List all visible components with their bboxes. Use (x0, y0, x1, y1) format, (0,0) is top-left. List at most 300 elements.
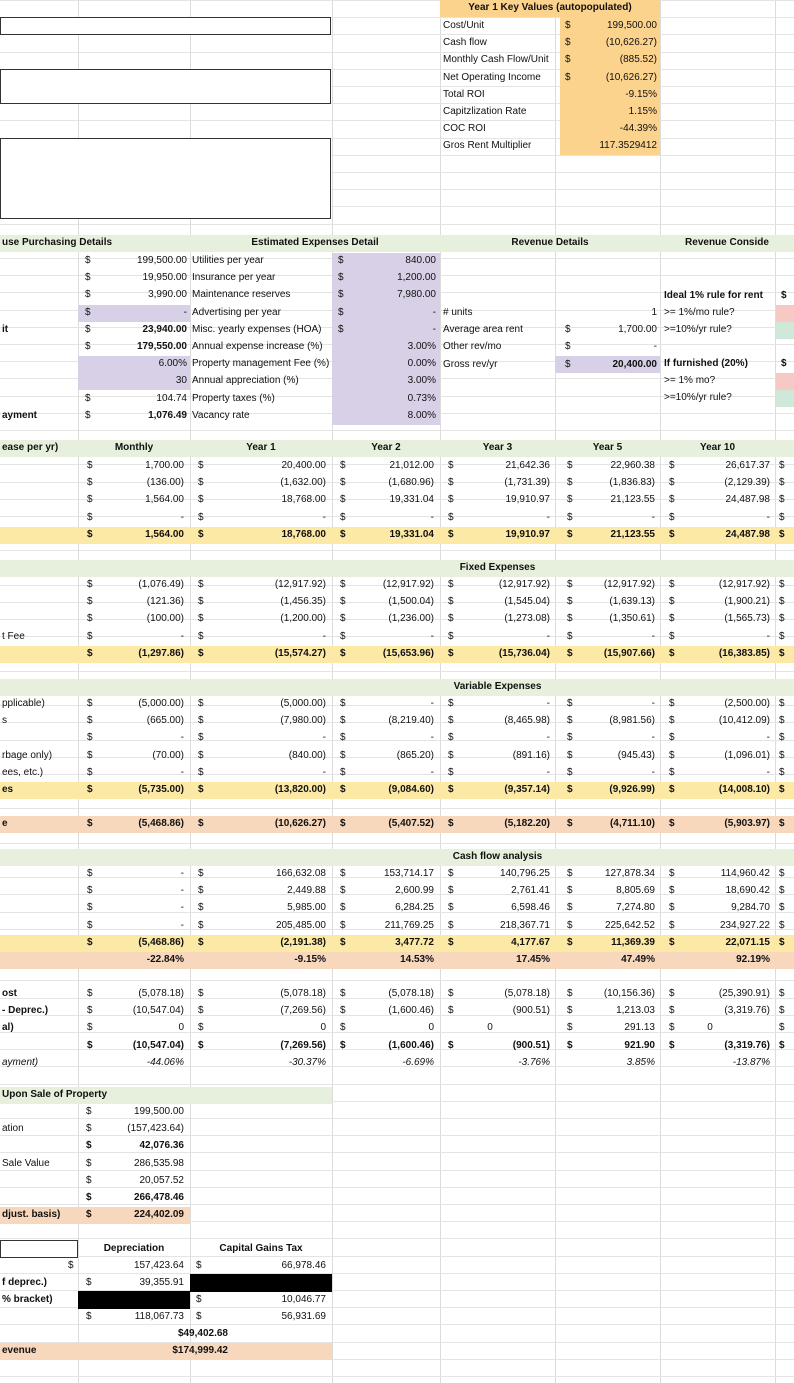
variable-value: - (766, 766, 770, 778)
currency-symbol: $ (567, 698, 573, 709)
currency-symbol: $ (85, 323, 91, 335)
currency-symbol: $ (669, 715, 675, 727)
sale-label: Sale Value (2, 1157, 50, 1169)
tax-label: al) (2, 1022, 14, 1034)
dep-total: $49,402.68 (177, 1328, 228, 1339)
currency-symbol: $ (198, 460, 204, 471)
currency-symbol: $ (340, 648, 346, 659)
tax-value: 0 (178, 1022, 184, 1034)
cashflow-total-value: 11,369.39 (611, 937, 655, 948)
consider-label: >=10%/yr rule? (664, 324, 732, 335)
sale-value: 42,076.36 (139, 1140, 184, 1152)
tax-value: (3,319.76) (724, 1005, 770, 1017)
depreciation-value: 118,067.73 (134, 1311, 184, 1322)
currency-symbol: $ (779, 1022, 785, 1034)
tax-value: (1,600.46) (388, 1039, 434, 1051)
cashflow-value: 2,761.41 (511, 885, 550, 897)
income-total-value: 1,564.00 (145, 529, 184, 540)
cashflow-header-band (0, 849, 794, 866)
consider-label: If furnished (20%) (664, 358, 748, 369)
currency-symbol: $ (87, 784, 93, 795)
fixed-expenses-title: Fixed Expenses (459, 562, 536, 573)
capital-gains-value: 66,978.46 (281, 1260, 326, 1271)
fixed-value: (1,900.21) (724, 596, 770, 608)
input-box (0, 69, 331, 104)
currency-symbol: $ (340, 596, 346, 608)
key-value-value: (10,626.27) (605, 71, 657, 83)
fixed-value: (1,236.00) (388, 613, 434, 625)
currency-symbol: $ (779, 494, 785, 506)
currency-symbol: $ (448, 1005, 454, 1017)
currency-symbol: $ (669, 579, 675, 590)
currency-symbol: $ (781, 290, 787, 301)
currency-symbol: $ (340, 1039, 346, 1051)
fixed-value: (121.36) (146, 596, 184, 608)
currency-symbol: $ (781, 358, 787, 369)
currency-symbol: $ (565, 37, 571, 49)
capital-gains-value: 10,046.77 (281, 1294, 326, 1305)
sale-value: 266,478.46 (133, 1192, 184, 1203)
fixed-label (0, 611, 78, 627)
currency-symbol: $ (338, 272, 344, 284)
noi-value: (5,407.52) (388, 818, 434, 829)
income-value: (136.00) (146, 477, 184, 489)
period-header: Year 2 (371, 442, 401, 453)
currency-symbol: $ (448, 579, 454, 590)
income-label: ease per yr) (2, 442, 59, 453)
currency-symbol: $ (669, 630, 675, 642)
sale-value: 286,535.98 (133, 1157, 184, 1169)
purchase-value: - (183, 306, 187, 318)
currency-symbol: $ (567, 579, 573, 590)
currency-symbol: $ (85, 255, 91, 266)
currency-symbol: $ (779, 902, 785, 914)
variable-value: - (180, 766, 184, 778)
gridline (0, 843, 794, 844)
key-value-value: (885.52) (619, 54, 657, 66)
sale-value: 20,057.52 (139, 1174, 184, 1186)
tax-value: (3,319.76) (724, 1039, 770, 1051)
currency-symbol: $ (567, 1005, 573, 1017)
currency-symbol: $ (87, 596, 93, 608)
currency-symbol: $ (567, 919, 573, 931)
cashflow-value: 18,690.42 (725, 885, 770, 897)
currency-symbol: $ (669, 868, 675, 879)
period-header: Year 1 (246, 442, 276, 453)
period-header: Year 5 (592, 442, 623, 453)
key-value-label: Cost/Unit (443, 20, 485, 31)
currency-symbol: $ (87, 511, 93, 523)
income-value: - (766, 511, 770, 523)
income-value: - (651, 511, 655, 523)
currency-symbol: $ (340, 784, 346, 795)
currency-symbol: $ (87, 868, 93, 879)
currency-symbol: $ (565, 358, 571, 370)
expense-value: 3.00% (407, 341, 436, 352)
noi-value: (10,626.27) (274, 818, 326, 829)
fixed-value: (1,639.13) (609, 596, 655, 608)
cashflow-title: Cash flow analysis (452, 851, 543, 862)
expense-label: Maintenance reserves (192, 289, 291, 301)
input-box (0, 1240, 78, 1258)
expense-value: 8.00% (407, 409, 436, 421)
gridline (0, 1238, 794, 1239)
fixed-value: (1,076.49) (138, 579, 184, 590)
currency-symbol: $ (567, 529, 573, 540)
income-total-value: 21,123.55 (610, 529, 655, 540)
variable-value: - (546, 732, 550, 744)
currency-symbol: $ (198, 648, 204, 659)
currency-symbol: $ (87, 885, 93, 897)
currency-symbol: $ (779, 988, 785, 999)
currency-symbol: $ (85, 409, 91, 421)
variable-value: - (430, 698, 434, 709)
currency-symbol: $ (567, 613, 573, 625)
variable-value: (2,500.00) (724, 698, 770, 709)
expense-value: 0.73% (407, 392, 436, 404)
income-total-value: 18,768.00 (281, 529, 326, 540)
expense-value: 0.00% (407, 358, 436, 370)
key-value-label: COC ROI (443, 123, 486, 135)
income-total-value: 19,331.04 (389, 529, 434, 540)
currency-symbol: $ (85, 306, 91, 318)
tax-label: ost (2, 988, 17, 999)
currency-symbol: $ (448, 477, 454, 489)
cashflow-value: 9,284.70 (731, 902, 770, 914)
sale-value: (157,423.64) (127, 1123, 184, 1135)
currency-symbol: $ (565, 341, 571, 353)
currency-symbol: $ (448, 1039, 454, 1051)
currency-symbol: $ (87, 766, 93, 778)
purchasing-header: use Purchasing Details (2, 237, 113, 248)
revenue-value: - (653, 341, 657, 353)
variable-label: s (2, 715, 7, 727)
redacted-block (190, 1274, 332, 1292)
sale-title: Upon Sale of Property (2, 1089, 108, 1100)
currency-symbol: $ (198, 885, 204, 897)
fixed-value: (12,917.92) (498, 579, 550, 590)
currency-symbol: $ (567, 630, 573, 642)
revenue-value: 1,700.00 (618, 324, 657, 336)
currency-symbol: $ (779, 919, 785, 931)
tax-value: 3.85% (626, 1056, 655, 1068)
fixed-value: (1,456.35) (280, 596, 326, 608)
tax-value: (10,547.04) (132, 1039, 184, 1051)
cashflow-total-value: 22,071.15 (725, 937, 770, 948)
fixed-value: (1,500.04) (388, 596, 434, 608)
variable-value: (5,000.00) (138, 698, 184, 709)
currency-symbol: $ (779, 460, 785, 471)
purchase-value: 179,550.00 (136, 341, 187, 352)
sale-value: 224,402.09 (133, 1209, 184, 1221)
currency-symbol: $ (87, 818, 93, 829)
tax-value: (900.51) (512, 1005, 550, 1017)
currency-symbol: $ (196, 1311, 202, 1322)
key-value-label: Gros Rent Multiplier (443, 140, 532, 152)
currency-symbol: $ (779, 766, 785, 778)
income-value: 22,960.38 (610, 460, 655, 471)
currency-symbol: $ (669, 902, 675, 914)
gridline (0, 808, 794, 809)
cashflow-roi: 17.45% (516, 954, 550, 965)
variable-expenses-title: Variable Expenses (453, 681, 542, 692)
currency-symbol: $ (87, 494, 93, 506)
key-value-value: 117.3529412 (599, 140, 657, 152)
currency-symbol: $ (340, 477, 346, 489)
key-value-value: 199,500.00 (606, 20, 657, 31)
variable-value: - (430, 732, 434, 744)
fixed-label: t Fee (2, 630, 25, 642)
currency-symbol: $ (338, 323, 344, 335)
fixed-total-value: (15,574.27) (274, 648, 326, 659)
currency-symbol: $ (448, 919, 454, 931)
gridline (0, 671, 794, 672)
cashflow-value: 234,927.22 (719, 919, 770, 931)
currency-symbol: $ (567, 477, 573, 489)
cashflow-roi: 14.53% (400, 954, 434, 965)
currency-symbol: $ (198, 919, 204, 931)
currency-symbol: $ (669, 529, 675, 540)
expense-label: Property management Fee (%) (192, 358, 330, 370)
key-value-label: Monthly Cash Flow/Unit (443, 54, 549, 66)
cashflow-value: - (180, 885, 184, 897)
currency-symbol: $ (87, 460, 93, 471)
gridline (0, 120, 794, 121)
fixed-value: - (651, 630, 655, 642)
expense-label: Misc. yearly expenses (HOA) (192, 323, 322, 335)
currency-symbol: $ (779, 648, 785, 659)
currency-symbol: $ (448, 784, 454, 795)
spacer (0, 968, 794, 985)
currency-symbol: $ (567, 715, 573, 727)
input-box (0, 17, 331, 35)
variable-value: - (651, 698, 655, 709)
income-value: (1,836.83) (609, 477, 655, 489)
currency-symbol: $ (198, 1005, 204, 1017)
key-value-label: Capitzlization Rate (443, 106, 527, 117)
currency-symbol: $ (198, 613, 204, 625)
capital-gains-header: Capital Gains Tax (219, 1243, 303, 1254)
currency-symbol: $ (340, 868, 346, 879)
currency-symbol: $ (87, 937, 93, 948)
fixed-label (0, 594, 78, 610)
currency-symbol: $ (340, 1005, 346, 1017)
noi-value: (4,711.10) (609, 818, 655, 829)
variable-total-value: (5,735.00) (138, 784, 184, 795)
tax-value: 921.90 (624, 1039, 655, 1051)
currency-symbol: $ (340, 749, 346, 761)
currency-symbol: $ (198, 868, 204, 879)
currency-symbol: $ (779, 732, 785, 744)
depreciation-header: Depreciation (103, 1243, 165, 1254)
fixed-total-value: (15,907.66) (603, 648, 655, 659)
gridline (0, 550, 794, 551)
tax-value: -13.87% (732, 1056, 770, 1068)
currency-symbol: $ (87, 698, 93, 709)
variable-value: - (546, 766, 550, 778)
fixed-total-value: (1,297.86) (138, 648, 184, 659)
currency-symbol: $ (669, 596, 675, 608)
input-box (0, 138, 331, 219)
period-header: Monthly (114, 442, 154, 453)
currency-symbol: $ (779, 477, 785, 489)
income-value: 20,400.00 (281, 460, 326, 471)
currency-symbol: $ (779, 749, 785, 761)
currency-symbol: $ (198, 1022, 204, 1034)
expenses-header: Estimated Expenses Detail (251, 237, 379, 248)
expense-value: 1,200.00 (397, 272, 436, 284)
expense-value: 840.00 (405, 255, 436, 266)
currency-symbol: $ (669, 988, 675, 999)
tax-value: 0 (320, 1022, 326, 1034)
currency-symbol: $ (87, 579, 93, 590)
purchase-label (0, 391, 78, 407)
cashflow-value: 153,714.17 (383, 868, 434, 879)
currency-symbol: $ (340, 885, 346, 897)
tax-value: (900.51) (512, 1039, 550, 1051)
currency-symbol: $ (565, 71, 571, 83)
key-value-value: -44.39% (619, 123, 657, 135)
currency-symbol: $ (86, 1192, 92, 1203)
currency-symbol: $ (198, 698, 204, 709)
expense-label: Utilities per year (192, 255, 264, 266)
income-value: 21,642.36 (505, 460, 550, 471)
revenue-consider-header: Revenue Conside (685, 237, 769, 248)
currency-symbol: $ (779, 1039, 785, 1051)
fixed-total-value: (16,383.85) (718, 648, 770, 659)
currency-symbol: $ (340, 494, 346, 506)
tax-value: -44.06% (146, 1056, 184, 1068)
cashflow-value: 8,805.69 (616, 885, 655, 897)
cashflow-value: 2,449.88 (287, 885, 326, 897)
variable-value: (8,219.40) (388, 715, 434, 727)
rule-indicator (776, 373, 794, 390)
key-value-label: Net Operating Income (443, 71, 541, 83)
expense-value: 7,980.00 (397, 289, 436, 301)
sale-label (0, 1138, 78, 1154)
currency-symbol: $ (448, 529, 454, 540)
noi-label: e (2, 818, 8, 829)
consider-label: >= 1%/mo rule? (664, 307, 735, 318)
cashflow-total-value: 3,477.72 (395, 937, 434, 948)
currency-symbol: $ (198, 766, 204, 778)
currency-symbol: $ (198, 494, 204, 506)
cashflow-value: - (180, 902, 184, 914)
currency-symbol: $ (198, 902, 204, 914)
tax-value: (10,156.36) (603, 988, 655, 999)
fixed-value: (1,350.61) (609, 613, 655, 625)
income-total-value: 24,487.98 (725, 529, 770, 540)
expense-value: - (432, 306, 436, 318)
currency-symbol: $ (87, 732, 93, 744)
key-value-value: -9.15% (625, 88, 657, 100)
currency-symbol: $ (779, 630, 785, 642)
tax-stray-zero: 0 (487, 1022, 493, 1033)
expense-label: Property taxes (%) (192, 392, 275, 404)
purchase-label (0, 270, 78, 286)
gridline (0, 1084, 794, 1085)
cashflow-value: 225,642.52 (604, 919, 655, 931)
consider-label: >=10%/yr rule? (664, 392, 732, 403)
currency-symbol: $ (198, 596, 204, 608)
currency-symbol: $ (86, 1123, 92, 1135)
currency-symbol: $ (87, 715, 93, 727)
currency-symbol: $ (196, 1260, 202, 1271)
currency-symbol: $ (198, 477, 204, 489)
purchase-value: 6.00% (158, 358, 187, 370)
currency-symbol: $ (198, 511, 204, 523)
currency-symbol: $ (565, 324, 571, 336)
variable-value: - (430, 766, 434, 778)
currency-symbol: $ (87, 648, 93, 659)
variable-header-band (0, 679, 794, 696)
cashflow-roi: 47.49% (621, 954, 655, 965)
sale-value: 199,500.00 (133, 1106, 184, 1117)
tax-value: -6.69% (402, 1056, 434, 1068)
currency-symbol: $ (669, 749, 675, 761)
income-value: 18,768.00 (281, 494, 326, 506)
variable-value: (70.00) (152, 749, 184, 761)
cashflow-value: 7,274.80 (616, 902, 655, 914)
currency-symbol: $ (669, 613, 675, 625)
cashflow-value: 127,878.34 (604, 868, 655, 879)
revenue-value: 1 (651, 307, 657, 318)
currency-symbol: $ (567, 937, 573, 948)
tax-value: -3.76% (518, 1056, 550, 1068)
currency-symbol: $ (448, 630, 454, 642)
currency-symbol: $ (338, 255, 344, 266)
currency-symbol: $ (85, 341, 91, 352)
currency-symbol: $ (340, 919, 346, 931)
variable-total-value: (9,357.14) (504, 784, 550, 795)
currency-symbol: $ (779, 818, 785, 829)
currency-symbol: $ (448, 732, 454, 744)
currency-symbol: $ (448, 988, 454, 999)
variable-value: (5,000.00) (280, 698, 326, 709)
tax-value: (25,390.91) (718, 988, 770, 999)
cashflow-total-value: (2,191.38) (280, 937, 326, 948)
tax-value: 0 (428, 1022, 434, 1034)
sale-label (0, 1104, 78, 1120)
currency-symbol: $ (565, 54, 571, 66)
currency-symbol: $ (669, 937, 675, 948)
variable-label: ees, etc.) (2, 766, 44, 778)
currency-symbol: $ (340, 766, 346, 778)
variable-label (0, 730, 78, 746)
currency-symbol: $ (669, 460, 675, 471)
currency-symbol: $ (669, 1005, 675, 1017)
currency-symbol: $ (87, 1022, 93, 1034)
key-values-title: Year 1 Key Values (autopopulated) (468, 2, 632, 13)
currency-symbol: $ (87, 749, 93, 761)
currency-symbol: $ (567, 732, 573, 744)
currency-symbol: $ (198, 988, 204, 999)
currency-symbol: $ (86, 1174, 92, 1186)
capital-gains-value: 56,931.69 (281, 1311, 326, 1322)
currency-symbol: $ (448, 902, 454, 914)
currency-symbol: $ (198, 1039, 204, 1051)
purchase-label (0, 373, 78, 389)
gridline (0, 1376, 794, 1377)
sale-label: ation (2, 1123, 24, 1135)
income-value: (2,129.39) (724, 477, 770, 489)
fixed-value: - (546, 630, 550, 642)
currency-symbol: $ (340, 715, 346, 727)
gridline (0, 224, 794, 225)
currency-symbol: $ (567, 460, 573, 471)
sale-label (0, 1190, 78, 1206)
income-value: 26,617.37 (725, 460, 770, 471)
